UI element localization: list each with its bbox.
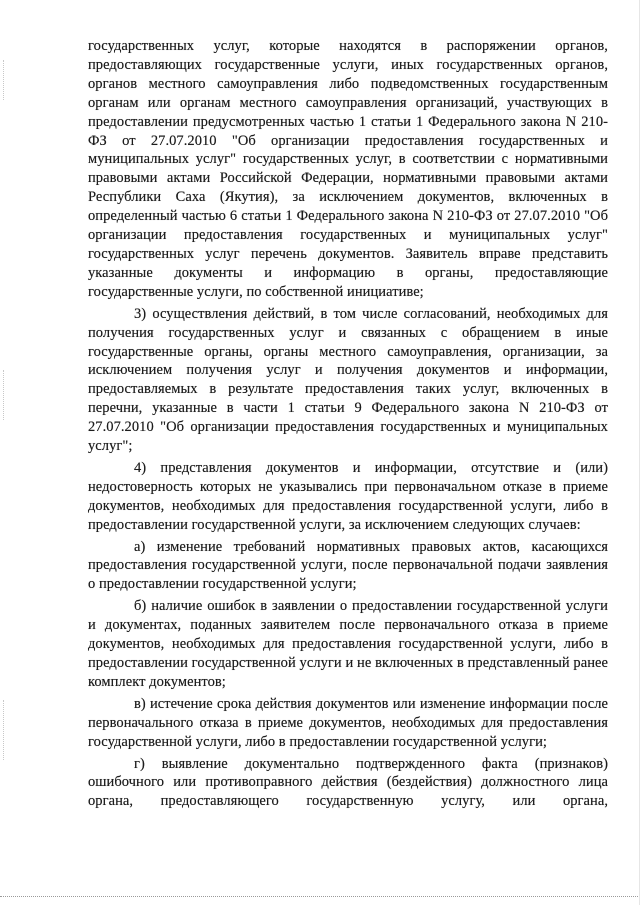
scan-bottom-edge [0, 896, 640, 897]
paragraph-continuation: государственных услуг, которые находятся в распоряжении органов, предоставляющих государственные услуги, иных государственных органов, органов местного самоуправления либо подведомственных государственным органам или органам местного самоуправления организаций, участвующих в предоставлении предусмотренных частью 1 статьи 1 Федерального закона N 210-ФЗ от 27.07.2010 "Об организации предоставления государственных и муниципальных услуг" государственных услуг, в соответствии с нормативными правовыми актами Российской Федерации, нормативными правовыми актами Республики Саха (Якутия), за исключением документов, включенных в определенный частью 6 статьи 1 Федерального закона N 210-ФЗ от 27.07.2010 "Об организации предоставления государственных и муниципальных услуг" государственных услуг перечень документов. Заявитель вправе представить указанные документы и информацию в органы, предоставляющие государственные услуги, по собственной инициативе; [88, 38, 608, 300]
margin-mark [3, 370, 6, 420]
document-body [88, 37, 608, 814]
margin-mark [3, 700, 6, 760]
paragraph-item-4: 4) представления документов и информации, отсутствие и (или) недостоверность которых не указывались при первоначальном отказе в приеме документов, необходимых для предоставления государственной услуги, либо в предоставлении государственной услуги, за исключением следующих случаев: [88, 459, 608, 533]
margin-mark [3, 60, 6, 100]
subitem-b: б) наличие ошибок в заявлении о предоставлении государственной услуги и документах, поданных заявителем после первоначального отказа в приеме документов, необходимых для предоставления государственной услуги, либо в предоставлении государственной услуги и не включенных в представленный ранее комплект документов; [88, 598, 608, 690]
paragraph-item-3: 3) осуществления действий, в том числе согласований, необходимых для получения государственных услуг и связанных с обращением в иные государственные органы, органы местного самоуправления, организации, за исключением получения услуг и получения документов и информации, предоставляемых в результате предоставления таких услуг, включенных в перечни, указанные в части 1 статьи 9 Федерального закона N 210-ФЗ от 27.07.2010 "Об организации предоставления государственных и муниципальных услуг"; [88, 305, 608, 455]
subitem-v: в) истечение срока действия документов или изменение информации после первоначального отказа в приеме документов, необходимых для предоставления государственной услуги, либо в предоставлении государственной услуги; [88, 695, 608, 750]
subitem-g: г) выявление документально подтвержденного факта (признаков) ошибочного или противоправного действия (бездействия) должностного лица органа, предоставляющего государственную услугу, или органа, [88, 755, 608, 810]
subitem-a: а) изменение требований нормативных правовых актов, касающихся предоставления государственной услуги, после первоначальной подачи заявления о предоставлении государственной услуги; [88, 538, 608, 593]
